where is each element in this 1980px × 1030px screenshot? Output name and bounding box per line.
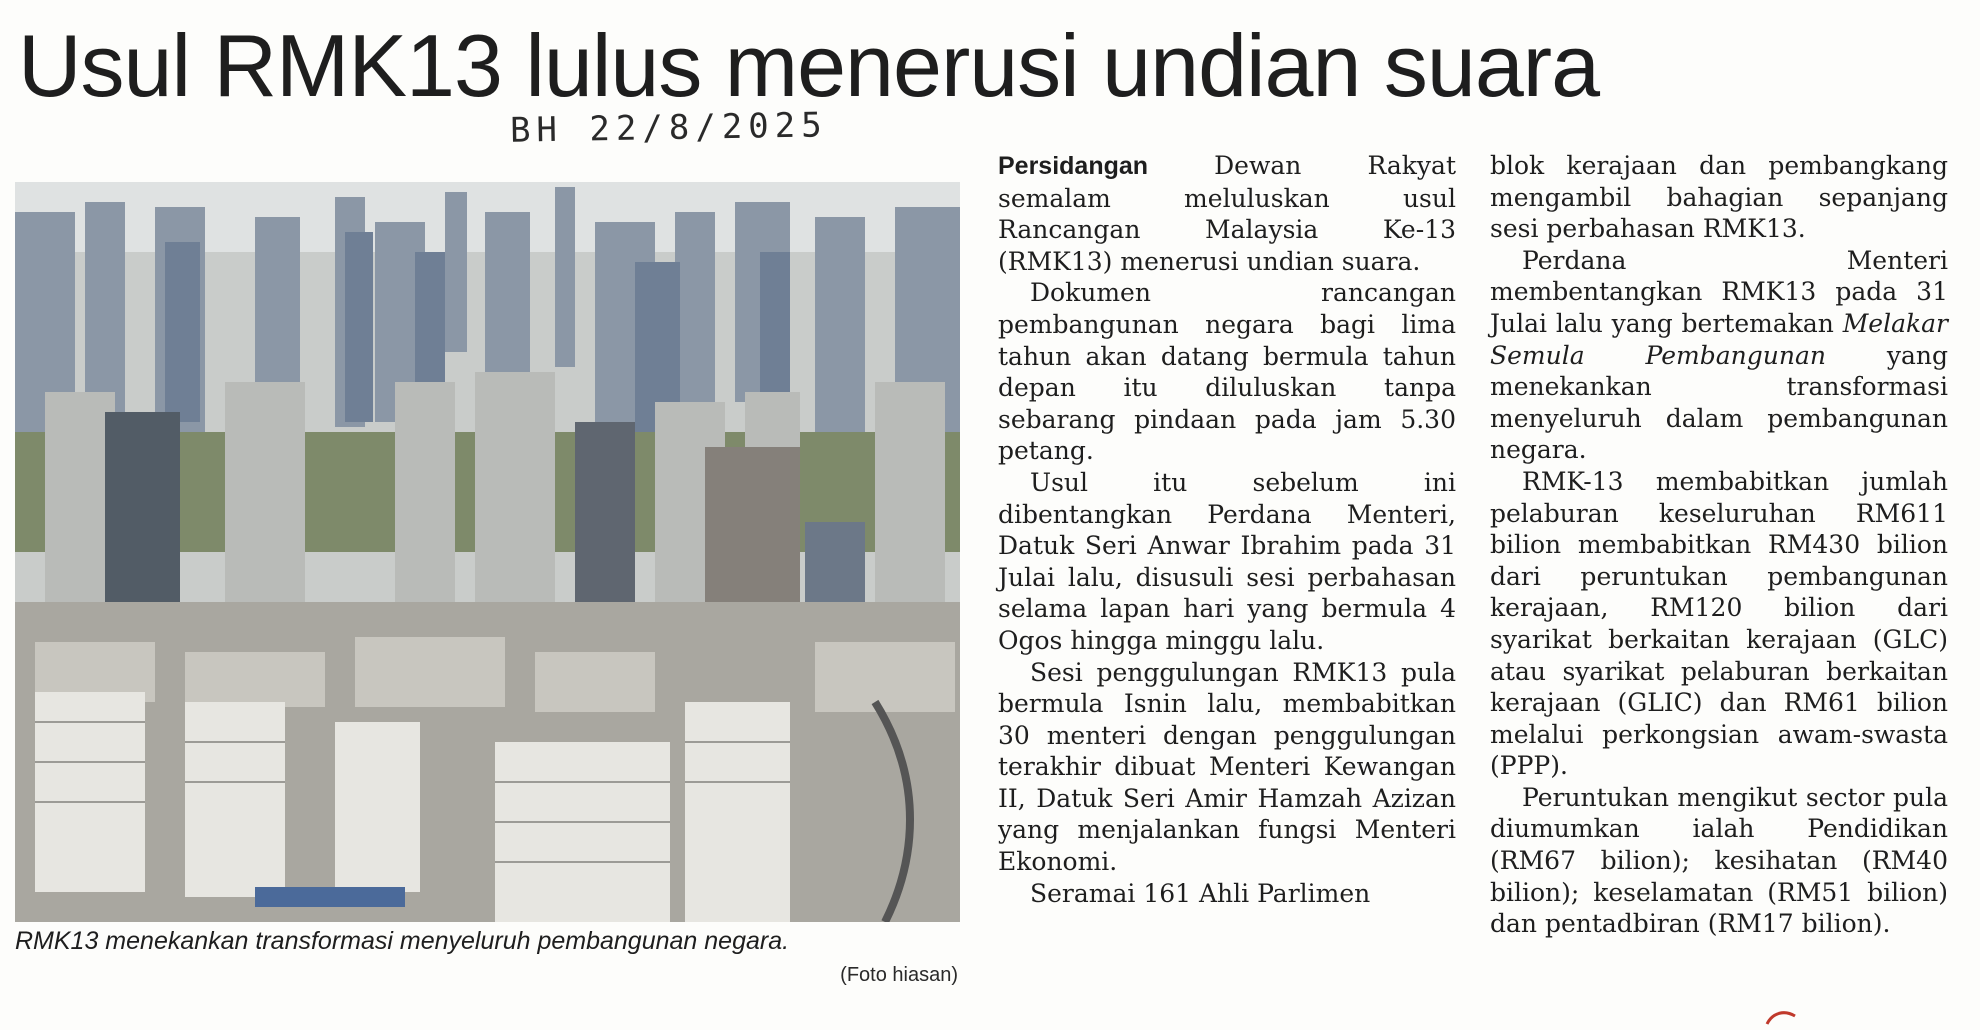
paragraph: Seramai 161 Ahli Parlimen	[1030, 878, 1371, 908]
photo-credit: (Foto hiasan)	[840, 964, 958, 986]
handwritten-date-note: BH 22/8/2025	[509, 105, 828, 151]
headline: Usul RMK13 lulus menerusi undian suara	[18, 16, 1600, 115]
theme-title: Melakar Semula Pembangunan	[1490, 308, 1948, 370]
paragraph: RMK-13 membabitkan jumlah pelaburan keseluruhan RM611 bilion membabitkan RM430 bilion dari peruntukan pembangunan kerajaan, RM120 bilion dari syarikat berkaitan kerajaan (GLC) atau syarikat pelaburan berkaitan kerajaan (GLIC) dan RM61 bilion melalui perkongsian awam-swasta (PPP).	[1490, 466, 1948, 781]
photo-caption: RMK13 menekankan transformasi menyeluruh pembangunan negara.	[15, 927, 790, 955]
paragraph-text: Perdana Menteri membentangkan RMK13 pada 31 Julai lalu yang bertemakan	[1490, 245, 1948, 338]
paragraph-text: yang menekankan transformasi menyeluruh dalam pembangunan negara.	[1490, 340, 1948, 465]
paragraph: blok kerajaan dan pembangkang mengambil bahagian sepanjang sesi perbahasan RMK13.	[1490, 151, 1948, 244]
paragraph: Usul itu sebelum ini dibentangkan Perdana Menteri, Datuk Seri Anwar Ibrahim pada 31 Julai lalu, disusuli sesi perbahasan selama lapan hari yang bermula 4 Ogos hingga minggu lalu.	[998, 467, 1456, 655]
paragraph: Sesi penggulungan RMK13 pula bermula Isnin lalu, membabitkan 30 menteri dengan penggulungan terakhir dibuat Menteri Kewangan II, Datuk Seri Amir Hamzah Azizan yang menjalankan fungsi Menteri Ekonomi.	[998, 657, 1456, 877]
paragraph: Peruntukan mengikut sector pula diumumkan ialah Pendidikan (RM67 bilion); kesihatan (RM40 bilion); keselamatan (RM51 bilion) dan pentadbiran (RM17 bilion).	[1490, 782, 1948, 939]
article-column-2	[1490, 150, 1948, 940]
paragraph	[998, 150, 1456, 277]
paragraph: Dokumen rancangan pembangunan negara bagi lima tahun akan datang bermula tahun depan itu diluluskan tanpa sebarang pindaan pada jam 5.30 petang.	[998, 278, 1456, 466]
red-pen-mark	[1763, 1008, 1799, 1026]
article-column-1	[998, 150, 1456, 909]
lead-word: Persidangan	[998, 152, 1149, 180]
city-skyline-photo	[15, 182, 960, 922]
paragraph-text: Dewan Rakyat semalam meluluskan usul Rancangan Malaysia Ke-13 (RMK13) menerusi undian suara.	[998, 151, 1456, 276]
paragraph	[1490, 245, 1948, 466]
